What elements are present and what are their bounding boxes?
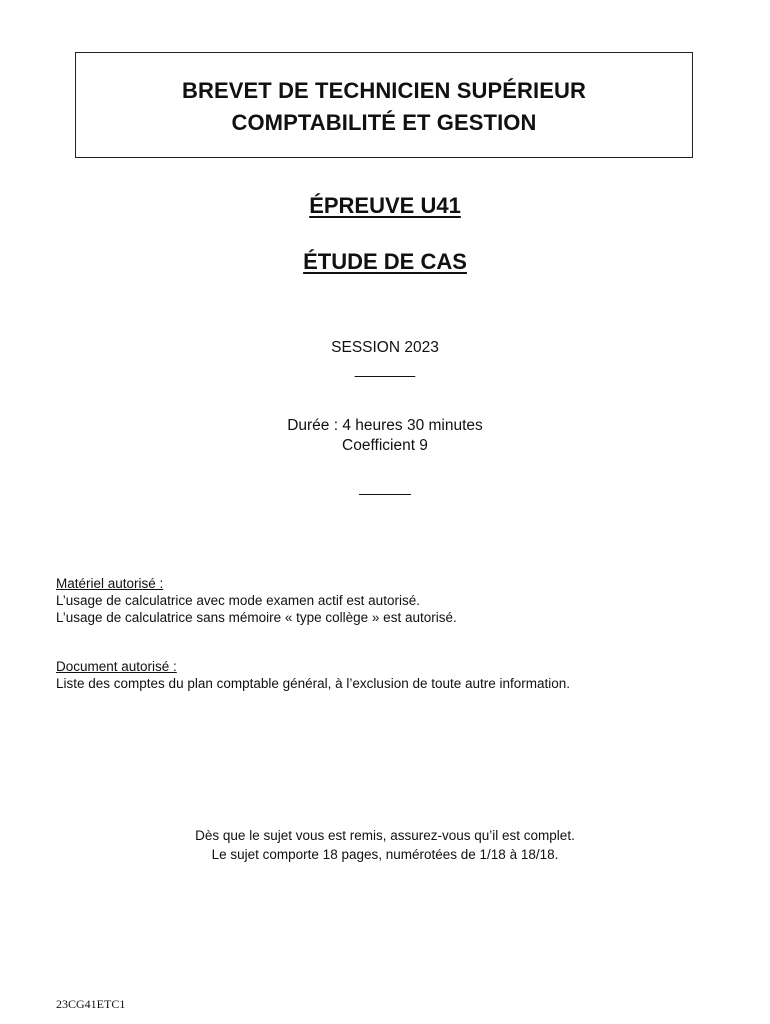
etude-heading: ÉTUDE DE CAS xyxy=(303,249,467,274)
page-count-notice: Le sujet comporte 18 pages, numérotées de 1/18 à 18/18. xyxy=(211,847,559,862)
exam-title-line-1: BREVET DE TECHNICIEN SUPÉRIEUR xyxy=(182,78,586,103)
session-label: SESSION 2023 xyxy=(331,339,439,356)
authorized-material-section xyxy=(56,575,457,626)
separator-line-1: _______ xyxy=(354,361,416,378)
authorized-material-line: L’usage de calculatrice avec mode examen actif est autorisé. xyxy=(56,593,420,608)
authorized-document-line: Liste des comptes du plan comptable général, à l’exclusion de toute autre information. xyxy=(56,676,571,691)
subject-code: 23CG41ETC1 xyxy=(56,997,126,1011)
completeness-notice: Dès que le sujet vous est remis, assurez-vous qu’il est complet. xyxy=(195,828,575,843)
coefficient-label: Coefficient 9 xyxy=(342,437,428,454)
authorized-document-section xyxy=(56,658,570,692)
exam-title-box xyxy=(75,52,693,158)
duration-label: Durée : 4 heures 30 minutes xyxy=(287,417,483,434)
exam-title-line-2: COMPTABILITÉ ET GESTION xyxy=(231,110,537,135)
authorized-material-heading: Matériel autorisé : xyxy=(56,576,164,591)
separator-line-2: ______ xyxy=(359,479,411,496)
epreuve-heading: ÉPREUVE U41 xyxy=(309,193,461,218)
authorized-material-line: L’usage de calculatrice sans mémoire « type collège » est autorisé. xyxy=(56,610,457,625)
authorized-document-heading: Document autorisé : xyxy=(56,659,177,674)
